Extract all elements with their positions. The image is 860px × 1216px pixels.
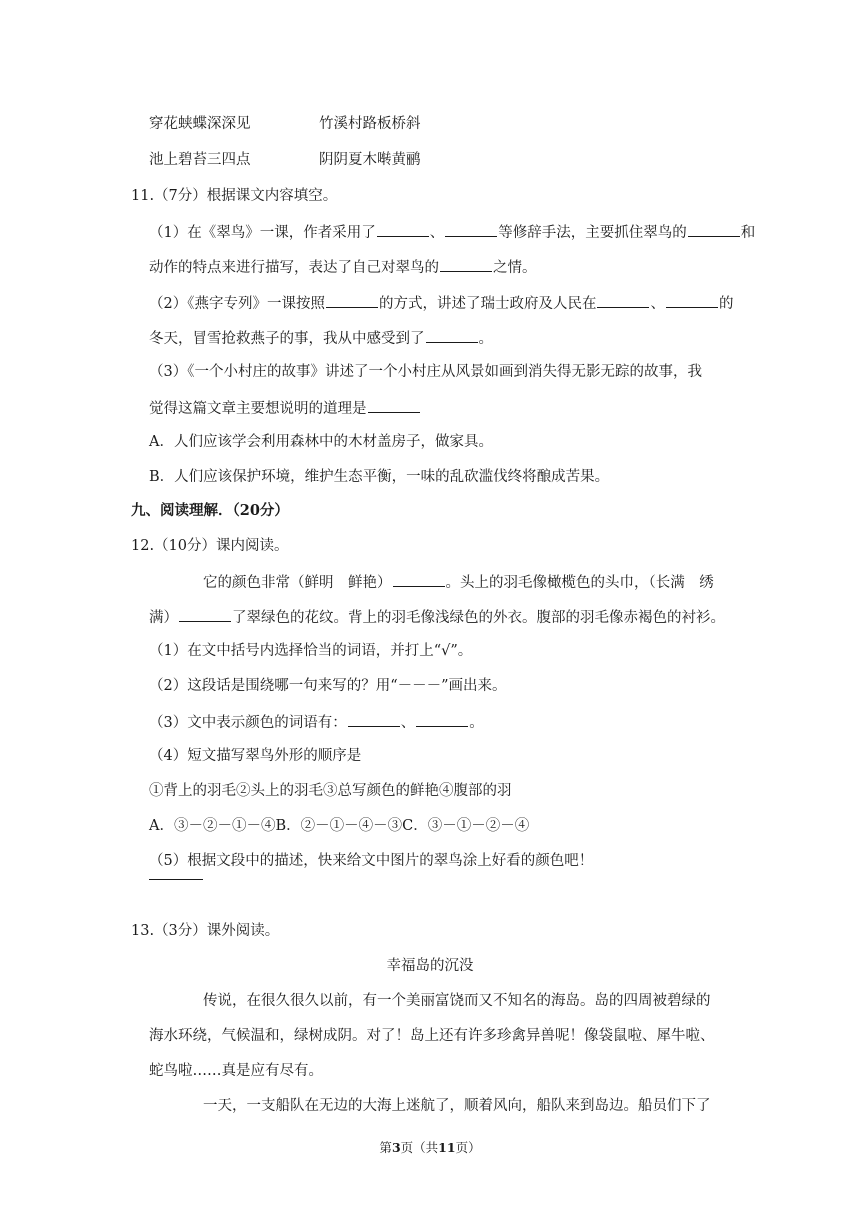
question-12-passage-line-2 [149, 609, 725, 626]
story-line-3: 蛇鸟啦……真是应有尽有。 [149, 1063, 323, 1079]
q11-p1-text-e: 动作的特点来进行描写，表达了自己对翠鸟的 [149, 260, 439, 276]
story-line-1: 传说，在很久很久以前，有一个美丽富饶而又不知名的海岛。岛的四周被碧绿的 [203, 993, 711, 1009]
q11-p1-text-b: 、 [429, 225, 445, 241]
answer-blank [368, 400, 420, 413]
question-12-sub-2: （2）这段话是围绕哪一句来写的？用“－－－”画出来。 [149, 678, 507, 694]
question-11-part-1-line-2 [149, 259, 537, 276]
footer-total-pages: 11 [438, 1140, 456, 1155]
q12-para-text-c: 满） [149, 610, 178, 626]
q12-para-text-d: 了翠绿色的花纹。背上的羽毛像浅绿色的外衣。腹部的羽毛像赤褐色的衬衫。 [232, 610, 725, 626]
answer-blank [326, 295, 378, 308]
answer-blank [179, 609, 231, 622]
section-9-title: 九、阅读理解．（20分） [131, 502, 289, 519]
answer-blank [377, 224, 429, 237]
footer-text-mid: 页（共 [400, 1140, 439, 1155]
question-11-option-a: A．人们应该学会利用森林中的木材盖房子，做家具。 [149, 434, 493, 450]
question-12-sub-5: （5）根据文段中的描述，快来给文中图片的翠鸟涂上好看的颜色吧！ [149, 853, 594, 869]
poem-line-1-right: 竹溪村路板桥斜 [319, 116, 421, 132]
question-11-part-2-line-2 [149, 330, 493, 347]
q11-p1-text-f: 之情。 [493, 260, 537, 276]
question-11-part-1-line-1 [149, 224, 755, 241]
poem-line-2-left: 池上碧苔三四点 [149, 152, 251, 168]
footer-page-number: 3 [391, 1140, 401, 1155]
q11-p1-text-a: （1）在《翠鸟》一课，作者采用了 [149, 225, 376, 241]
question-11-part-3-line-2 [149, 400, 421, 417]
answer-blank [688, 224, 740, 237]
poem-line-1-left: 穿花蛱蝶深深见 [149, 116, 251, 132]
question-12-sub-1: （1）在文中括号内选择恰当的词语，并打上“√”。 [149, 643, 473, 659]
question-13-header: 13.（3分）课外阅读。 [131, 923, 280, 939]
story-line-2: 海水环绕，气候温和，绿树成阴。对了！岛上还有许多珍禽异兽呢！像袋鼠啦、犀牛啦、 [149, 1028, 715, 1044]
answer-blank [348, 714, 400, 727]
answer-blank [416, 714, 468, 727]
q11-p2-text-a: （2）《燕字专列》一课按照 [149, 296, 325, 312]
q12-s3-text-b: 、 [400, 715, 416, 731]
page-footer [0, 1142, 860, 1155]
question-11-option-b: B．人们应该保护环境，维护生态平衡，一味的乱砍滥伐终将酿成苦果。 [149, 469, 610, 485]
answer-blank [597, 295, 649, 308]
q12-s3-text-c: 。 [469, 715, 484, 731]
question-12-sub-4: （4）短文描写翠鸟外形的顺序是 [149, 748, 362, 764]
q11-p2-text-c: 、 [650, 296, 665, 312]
question-12-header: 12.（10分）课内阅读。 [131, 538, 289, 554]
footer-text-post: 页） [455, 1140, 481, 1155]
q12-s3-text-a: （3）文中表示颜色的词语有： [149, 715, 347, 731]
story-line-4: 一天，一支船队在无边的大海上迷航了，顺着风向，船队来到岛边。船员们下了 [203, 1098, 711, 1114]
question-12-sub-4-options: A．③－②－①－④B．②－①－④－③C．③－①－②－④ [149, 818, 530, 834]
question-11-part-3-line-1: （3）《一个小村庄的故事》讲述了一个小村庄从风景如画到消失得无影无踪的故事，我 [149, 364, 702, 380]
answer-blank [440, 259, 492, 272]
answer-blank [426, 330, 478, 343]
answer-blank [393, 574, 445, 587]
question-11-part-2-line-1 [149, 295, 733, 312]
q11-p2-text-b: 的方式，讲述了瑞士政府及人民在 [378, 296, 597, 312]
q12-para-text-a: 它的颜色非常（鲜明 鲜艳） [203, 575, 392, 591]
q11-p1-text-c: 等修辞手法，主要抓住翠鸟的 [498, 225, 687, 241]
q11-p2-text-f: 。 [478, 331, 493, 347]
q11-p2-text-d: 的 [718, 296, 734, 312]
q12-para-text-b: 。头上的羽毛像橄榄色的头巾，（长满 绣 [445, 575, 714, 591]
answer-blank [149, 878, 203, 880]
question-12-sub-3 [149, 714, 484, 731]
question-12-sub-4-items: ①背上的羽毛②头上的羽毛③总写颜色的鲜艳④腹部的羽 [149, 783, 512, 799]
poem-line-2-right: 阴阴夏木啭黄鹂 [319, 152, 421, 168]
question-12-passage-line-1 [203, 574, 714, 591]
q11-p1-text-d: 和 [740, 225, 756, 241]
footer-text-pre: 第 [379, 1140, 392, 1155]
q11-p2-text-e: 冬天，冒雪抢救燕子的事，我从中感受到了 [149, 331, 425, 347]
q11-p3-text-b: 觉得这篇文章主要想说明的道理是 [149, 401, 367, 417]
question-11-header: 11.（7分）根据课文内容填空。 [131, 188, 338, 204]
story-title: 幸福岛的沉没 [386, 958, 474, 974]
answer-blank [445, 224, 497, 237]
answer-blank [666, 295, 718, 308]
